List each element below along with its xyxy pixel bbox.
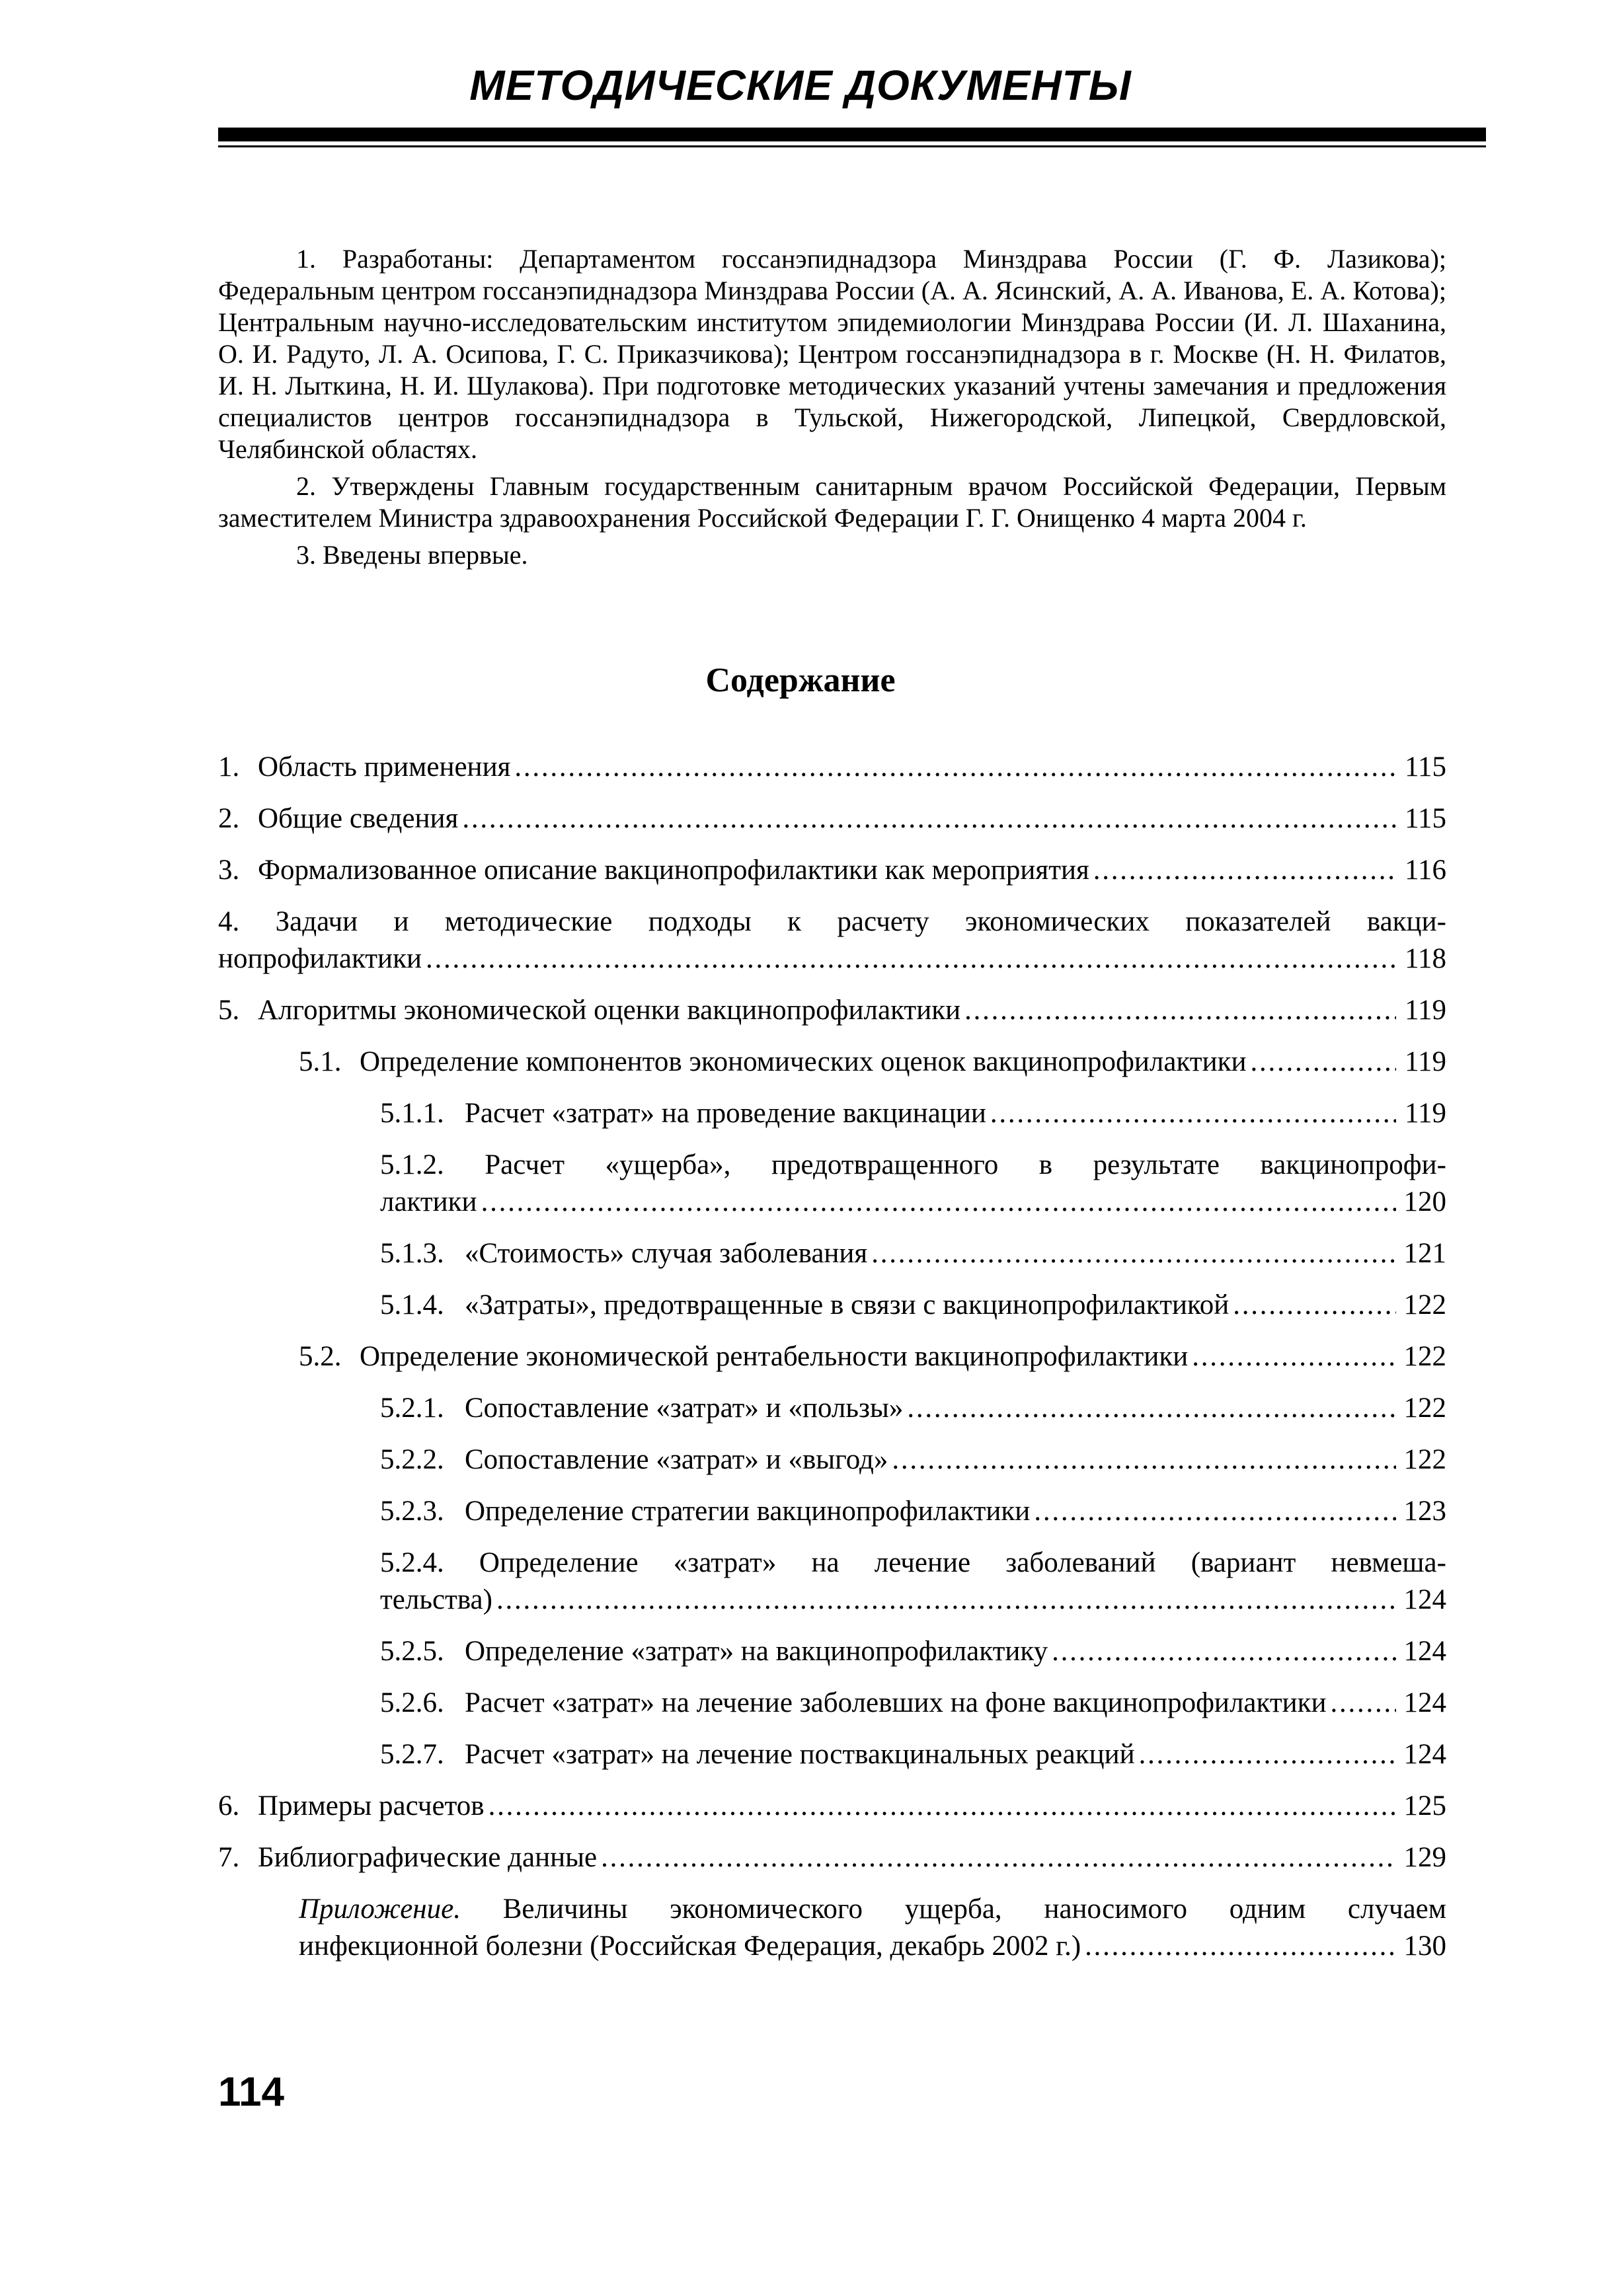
toc-entry-number: 6. — [218, 1790, 240, 1821]
toc-entry-title-line2: нопрофилактики — [218, 943, 422, 974]
toc-dot-leader — [1251, 1044, 1396, 1081]
toc-entry-page: 115 — [1405, 751, 1446, 783]
toc-entry-2[interactable] — [218, 800, 1446, 837]
toc-dot-leader — [1331, 1685, 1396, 1722]
toc-dot-leader — [1233, 1287, 1396, 1324]
toc-dot-leader — [907, 1390, 1396, 1427]
toc-entry-title: «Затраты», предотвращенные в связи с вакцинопрофилактикой — [465, 1289, 1230, 1320]
toc-dot-leader — [481, 1184, 1396, 1221]
toc-entry-number: 5.1. — [299, 1046, 342, 1077]
toc-dot-leader — [1093, 852, 1396, 889]
toc-entry-title-line1: 5.2.4. Определение «затрат» на лечение заболеваний (вариант невмеша- — [380, 1547, 1446, 1578]
toc-entry-number: 5.2.3. — [380, 1496, 444, 1527]
toc-entry-number: 5.2.6. — [380, 1687, 444, 1718]
toc-entry-page: 122 — [1403, 1289, 1446, 1320]
table-of-contents — [218, 749, 1446, 1979]
toc-entry-title: Расчет «затрат» на лечение поствакцинальных реакций — [465, 1739, 1135, 1770]
toc-entry-number: 2. — [218, 803, 240, 834]
intro-paragraph-introduced: 3. Введены впервые. — [296, 540, 528, 570]
toc-heading: Содержание — [705, 662, 896, 699]
toc-entry-page: 115 — [1405, 803, 1446, 834]
toc-entry-page: 130 — [1403, 1931, 1446, 1962]
toc-entry-title: Библиографические данные — [258, 1842, 598, 1873]
appendix-label: Приложение. — [299, 1894, 461, 1925]
toc-entry-title: Определение «затрат» на вакцинопрофилактику — [465, 1636, 1048, 1667]
toc-entry-title: Алгоритмы экономической оценки вакцинопрофилактики — [258, 995, 961, 1026]
toc-entry-title: Определение экономической рентабельности вакцинопрофилактики — [360, 1341, 1189, 1372]
toc-entry-title: Расчет «затрат» на лечение заболевших на фоне вакцинопрофилактики — [465, 1687, 1327, 1718]
toc-entry-title: Сопоставление «затрат» и «выгод» — [465, 1444, 888, 1475]
toc-dot-leader — [871, 1235, 1396, 1272]
toc-entry-page: 124 — [1403, 1739, 1446, 1770]
toc-dot-leader — [1052, 1633, 1396, 1670]
toc-entry-number: 5. — [218, 995, 240, 1026]
toc-entry-title: Формализованное описание вакцинопрофилактики как мероприятия — [258, 855, 1089, 886]
toc-dot-leader — [462, 800, 1396, 837]
toc-entry-title: Сопоставление «затрат» и «пользы» — [465, 1393, 904, 1424]
toc-entry-title-line2: инфекционной болезни (Российская Федерация, декабрь 2002 г.) — [299, 1931, 1081, 1962]
toc-entry-page: 129 — [1403, 1842, 1446, 1873]
intro-paragraph-developers: 1. Разработаны: Департаментом госсанэпиднадзора Минздрава России (Г. Ф. Лазикова); Федеральным центром госсанэпиднадзора Минздрава России (А. А. Ясинский, А. А. Иванова, Е. А. Котова); Центральным научно-исследовательским институтом эпидемиологии Минздрава России (И. Л. Шаханина, О. И. Радуто, Л. А. Осипова, Г. С. Приказчикова); Центром госсанэпиднадзора в г. Москве (Н. Н. Филатов, И. Н. Лыткина, Н. И. Шулакова). При подготовке методических указаний учтены замечания и предложения специалистов центров госсанэпиднадзора в Тульской, Нижегородской, Липецкой, Свердловской, Челябинской областях. — [218, 244, 1446, 464]
toc-entry-1[interactable] — [218, 749, 1446, 786]
toc-entry-title-line1: 5.1.2. Расчет «ущерба», предотвращенного в результате вакцинопрофи- — [380, 1149, 1446, 1180]
toc-entry-5-1-4[interactable] — [218, 1287, 1446, 1324]
toc-entry-5-1-2[interactable] — [218, 1147, 1446, 1221]
toc-entry-number: 1. — [218, 751, 240, 783]
toc-entry-number: 5.1.3. — [380, 1238, 444, 1269]
toc-entry-title: Определение стратегии вакцинопрофилактики — [465, 1496, 1031, 1527]
toc-dot-leader — [488, 1788, 1396, 1825]
toc-entry-number: 5.1.4. — [380, 1289, 444, 1320]
toc-entry-5-2-5[interactable] — [218, 1633, 1446, 1670]
toc-entry-5-1-3[interactable] — [218, 1235, 1446, 1272]
header-rule-thin — [218, 145, 1486, 147]
toc-entry-5-2-7[interactable] — [218, 1736, 1446, 1773]
toc-entry-page: 120 — [1403, 1186, 1446, 1217]
toc-entry-appendix[interactable] — [218, 1891, 1446, 1965]
toc-dot-leader — [496, 1582, 1396, 1619]
toc-entry-5[interactable] — [218, 992, 1446, 1029]
toc-entry-number: 7. — [218, 1842, 240, 1873]
toc-entry-3[interactable] — [218, 852, 1446, 889]
toc-entry-title: Расчет «затрат» на проведение вакцинации — [465, 1098, 986, 1129]
toc-dot-leader — [1139, 1736, 1396, 1773]
toc-entry-page: 124 — [1403, 1636, 1446, 1667]
toc-entry-4[interactable] — [218, 903, 1446, 977]
toc-entry-5-2-6[interactable] — [218, 1685, 1446, 1722]
toc-entry-number: 5.2. — [299, 1341, 342, 1372]
toc-entry-6[interactable] — [218, 1788, 1446, 1825]
toc-entry-page: 122 — [1403, 1444, 1446, 1475]
toc-entry-page: 124 — [1403, 1584, 1446, 1615]
toc-dot-leader — [514, 749, 1396, 786]
toc-dot-leader — [892, 1441, 1396, 1478]
toc-entry-5-1-1[interactable] — [218, 1095, 1446, 1132]
toc-dot-leader — [601, 1839, 1396, 1876]
toc-entry-page: 118 — [1405, 943, 1446, 974]
toc-entry-number: 5.1.1. — [380, 1098, 444, 1129]
toc-dot-leader — [990, 1095, 1396, 1132]
toc-dot-leader — [1034, 1493, 1396, 1530]
toc-entry-title-line2: лактики — [380, 1186, 477, 1217]
toc-entry-number: 5.2.7. — [380, 1739, 444, 1770]
toc-entry-page: 122 — [1403, 1393, 1446, 1424]
toc-entry-page: 121 — [1403, 1238, 1446, 1269]
page-number: 114 — [218, 2069, 285, 2115]
toc-dot-leader — [1085, 1928, 1396, 1965]
toc-entry-title: Общие сведения — [258, 803, 459, 834]
toc-entry-title: Определение компонентов экономических оценок вакцинопрофилактики — [360, 1046, 1247, 1077]
toc-entry-page: 116 — [1405, 855, 1446, 886]
toc-entry-page: 125 — [1403, 1790, 1446, 1821]
toc-entry-7[interactable] — [218, 1839, 1446, 1876]
toc-entry-title: Область применения — [258, 751, 511, 783]
toc-entry-title: Примеры расчетов — [258, 1790, 485, 1821]
header-rule-thick — [218, 128, 1486, 141]
toc-entry-5-2[interactable] — [218, 1338, 1446, 1375]
toc-entry-page: 119 — [1405, 1098, 1446, 1129]
toc-entry-5-2-2[interactable] — [218, 1441, 1446, 1478]
toc-entry-number: 5.2.2. — [380, 1444, 444, 1475]
toc-entry-page: 124 — [1403, 1687, 1446, 1718]
toc-entry-number: 5.2.1. — [380, 1393, 444, 1424]
toc-entry-number: 3. — [218, 855, 240, 886]
toc-entry-page: 123 — [1403, 1496, 1446, 1527]
toc-entry-page: 119 — [1405, 1046, 1446, 1077]
toc-entry-5-2-1[interactable] — [218, 1390, 1446, 1427]
toc-entry-page: 119 — [1405, 995, 1446, 1026]
toc-entry-title-line1: Приложение. Величины экономического ущерба, наносимого одним случаем — [299, 1894, 1446, 1925]
toc-entry-title-line1: 4. Задачи и методические подходы к расчету экономических показателей вакци- — [218, 906, 1446, 937]
toc-dot-leader — [964, 992, 1396, 1029]
running-header-title: МЕТОДИЧЕСКИЕ ДОКУМЕНТЫ — [469, 61, 1132, 109]
toc-entry-5-1[interactable] — [218, 1044, 1446, 1081]
intro-paragraph-approved: 2. Утверждены Главным государственным санитарным врачом Российской Федерации, Первым заместителем Министра здравоохранения Российской Федерации Г. Г. Онищенко 4 марта 2004 г. — [218, 471, 1446, 533]
toc-dot-leader — [1192, 1338, 1396, 1375]
toc-entry-title-line2: тельства) — [380, 1584, 492, 1615]
intro-section — [218, 243, 1446, 571]
toc-entry-number: 5.2.5. — [380, 1636, 444, 1667]
toc-entry-page: 122 — [1403, 1341, 1446, 1372]
toc-dot-leader — [426, 940, 1396, 977]
toc-entry-5-2-4[interactable] — [218, 1545, 1446, 1619]
toc-entry-title: «Стоимость» случая заболевания — [465, 1238, 868, 1269]
toc-entry-5-2-3[interactable] — [218, 1493, 1446, 1530]
